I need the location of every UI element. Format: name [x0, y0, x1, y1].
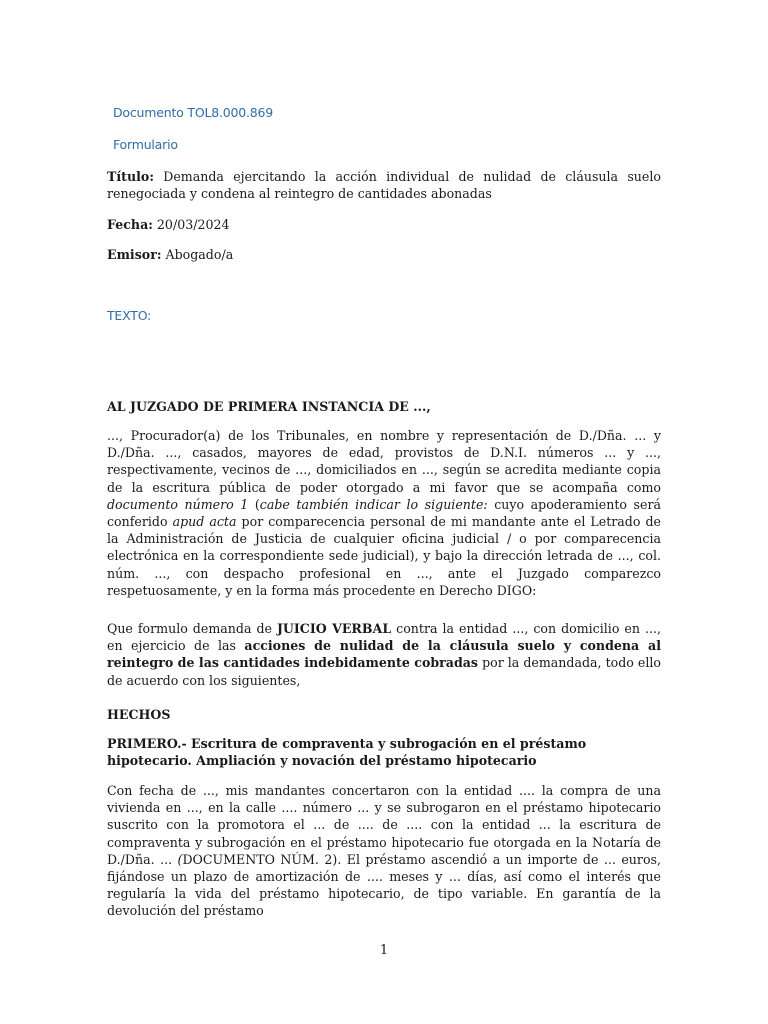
p1-c: ( — [248, 496, 260, 512]
p2-a: Que formulo demanda de — [107, 621, 277, 636]
date-line — [107, 216, 661, 233]
p2-c: contra la entidad ..., con domicilio en ..., en ejercicio de las — [107, 621, 661, 654]
title-value: Demanda ejercitando la acción individual de nulidad de cláusula suelo renegociada y condena al reintegro de cantidades abonadas — [107, 169, 661, 202]
paragraph-appearance — [107, 427, 661, 599]
p3-a: Con fecha de ..., mis mandantes concertaron con la entidad .... la compra de una vivienda en ..., en la calle .... número ... y se subrogaron en el préstamo hipotecario suscrito con la promotora el ... de .... de .... con la entidad ... la escritura de compraventa y subrogación en el préstamo hipotecario fue otorgada en la Notaría de D./Dña. ... — [107, 783, 661, 867]
issuer-line — [107, 246, 661, 263]
page-number: 1 — [379, 943, 389, 958]
p1-f: apud acta — [172, 514, 237, 530]
p2-b: JUICIO VERBAL — [276, 621, 392, 636]
p3-b: ( — [177, 851, 183, 867]
p2-e: por la demandada, todo ello de acuerdo con los siguientes, — [107, 655, 662, 688]
p3-d: El préstamo ascendió a un importe de ... euros, fijándose un plazo de amortización de .... meses y ... días, así como el interés que regularía la vida del préstamo hipotecario, de tipo variable. En garantía de la devolución del préstamo — [107, 851, 661, 919]
document-type: Formulario — [113, 137, 178, 152]
hechos-heading: HECHOS — [107, 707, 171, 722]
title-label: Título: — [107, 169, 154, 184]
date-value: 20/03/2024 — [156, 217, 230, 232]
text-section-label: TEXTO: — [107, 308, 152, 323]
paragraph-facts — [107, 782, 661, 920]
p3-c: DOCUMENTO NÚM. 2). — [182, 851, 342, 867]
court-heading: AL JUZGADO DE PRIMERA INSTANCIA DE ..., — [107, 399, 431, 414]
p2-d: acciones de nulidad de la cláusula suelo y condena al reintegro de las cantidades indebidamente cobradas — [107, 638, 661, 671]
paragraph-claim — [107, 620, 661, 689]
issuer-value: Abogado/a — [165, 247, 234, 262]
p1-b: documento número 1 — [107, 496, 249, 512]
p1-d: cabe también indicar lo siguiente: — [259, 496, 488, 512]
primero-heading: PRIMERO.- Escritura de compraventa y subrogación en el préstamo hipotecario. Ampliación y novación del préstamo hipotecario — [107, 736, 587, 769]
p1-a: ..., Procurador(a) de los Tribunales, en nombre y representación de D./Dña. ... y D./Dña. ..., casados, mayores de edad, provistos de D.N.I. números ... y ..., respectivamente, vecinos de ..., domiciliados en ..., según se acredita mediante copia de la escritura pública de poder otorgado a mi favor que se acompaña como — [107, 428, 661, 495]
date-label: Fecha: — [107, 217, 153, 232]
document-id: Documento TOL8.000.869 — [113, 105, 274, 120]
p1-g: por comparecencia personal de mi mandante ante el Letrado de la Administración de Justicia de cualquier oficina judicial / o por comparecencia electrónica en la correspondiente sede judicial), y bajo la dirección letrada de ..., col. núm. ..., con despacho profesional en ..., ante el Juzgado comparezco respetuosamente, y en la forma más procedente en Derecho DIGO: — [107, 514, 661, 598]
p1-e: cuyo apoderamiento será conferido — [107, 496, 661, 530]
issuer-label: Emisor: — [107, 247, 162, 262]
title-line — [107, 168, 661, 202]
